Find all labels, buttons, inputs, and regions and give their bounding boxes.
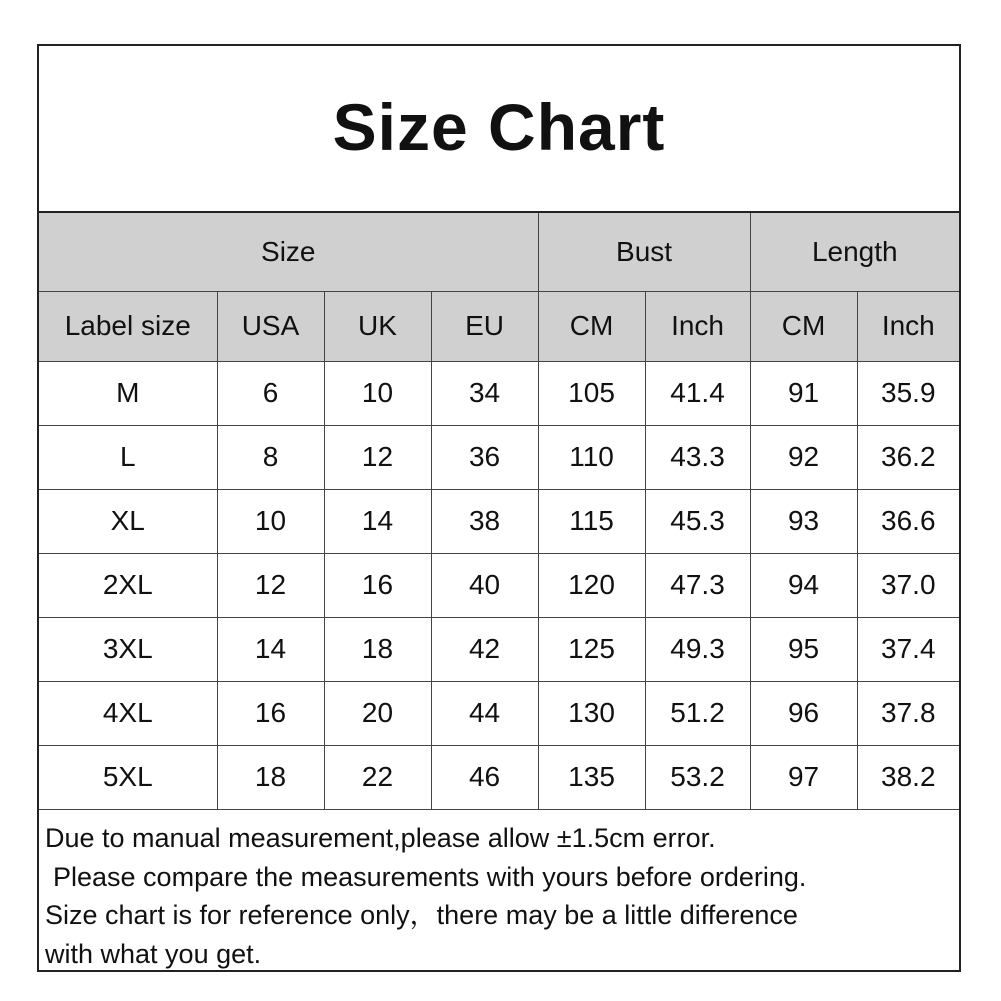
column-header-row — [39, 291, 959, 361]
cell-eu: 44 — [431, 681, 538, 745]
cell-bust-inch: 53.2 — [645, 745, 750, 809]
note-line: with what you get. — [45, 938, 262, 969]
cell-bust-inch: 51.2 — [645, 681, 750, 745]
cell-label-size: 4XL — [39, 681, 217, 745]
size-chart-frame — [37, 44, 961, 972]
column-header-uk: UK — [324, 291, 431, 361]
cell-bust-inch: 41.4 — [645, 361, 750, 425]
table-row — [39, 489, 959, 553]
cell-uk: 18 — [324, 617, 431, 681]
cell-length-inch: 38.2 — [857, 745, 959, 809]
cell-bust-inch: 43.3 — [645, 425, 750, 489]
cell-label-size: L — [39, 425, 217, 489]
cell-label-size: 2XL — [39, 553, 217, 617]
cell-bust-inch: 49.3 — [645, 617, 750, 681]
table-row — [39, 617, 959, 681]
cell-bust-cm: 130 — [538, 681, 645, 745]
cell-usa: 18 — [217, 745, 324, 809]
cell-label-size: M — [39, 361, 217, 425]
cell-uk: 14 — [324, 489, 431, 553]
size-table — [39, 213, 959, 810]
cell-uk: 22 — [324, 745, 431, 809]
cell-label-size: 5XL — [39, 745, 217, 809]
column-header-label-size: Label size — [39, 291, 217, 361]
cell-length-inch: 37.4 — [857, 617, 959, 681]
cell-label-size: XL — [39, 489, 217, 553]
cell-uk: 12 — [324, 425, 431, 489]
bust-group-header: Bust — [538, 213, 750, 291]
cell-eu: 46 — [431, 745, 538, 809]
size-group-header: Size — [39, 213, 538, 291]
table-row — [39, 425, 959, 489]
group-header-row — [39, 213, 959, 291]
table-row — [39, 361, 959, 425]
note-line: Due to manual measurement,please allow ±1.5cm error. — [45, 823, 716, 853]
cell-length-cm: 94 — [750, 553, 857, 617]
cell-length-cm: 91 — [750, 361, 857, 425]
cell-length-cm: 97 — [750, 745, 857, 809]
cell-length-inch: 36.6 — [857, 489, 959, 553]
note-line: Please compare the measurements with yours before ordering. — [53, 861, 807, 892]
cell-length-inch: 36.2 — [857, 425, 959, 489]
notes-block — [45, 819, 955, 973]
cell-eu: 36 — [431, 425, 538, 489]
cell-usa: 14 — [217, 617, 324, 681]
cell-bust-cm: 135 — [538, 745, 645, 809]
column-header-usa: USA — [217, 291, 324, 361]
cell-usa: 12 — [217, 553, 324, 617]
cell-uk: 16 — [324, 553, 431, 617]
title-box — [39, 46, 959, 213]
cell-bust-cm: 105 — [538, 361, 645, 425]
cell-eu: 34 — [431, 361, 538, 425]
page-title: Size Chart — [332, 89, 666, 164]
cell-length-inch: 37.0 — [857, 553, 959, 617]
cell-bust-cm: 110 — [538, 425, 645, 489]
column-header-length-cm: CM — [750, 291, 857, 361]
table-row — [39, 553, 959, 617]
cell-bust-inch: 45.3 — [645, 489, 750, 553]
cell-bust-cm: 115 — [538, 489, 645, 553]
cell-length-cm: 93 — [750, 489, 857, 553]
cell-length-inch: 37.8 — [857, 681, 959, 745]
column-header-bust-inch: Inch — [645, 291, 750, 361]
cell-eu: 38 — [431, 489, 538, 553]
cell-length-cm: 92 — [750, 425, 857, 489]
cell-length-cm: 95 — [750, 617, 857, 681]
column-header-bust-cm: CM — [538, 291, 645, 361]
table-row — [39, 745, 959, 809]
column-header-eu: EU — [431, 291, 538, 361]
note-line: Size chart is for reference only，there may be a little difference — [45, 900, 798, 930]
cell-bust-cm: 120 — [538, 553, 645, 617]
table-row — [39, 681, 959, 745]
cell-usa: 6 — [217, 361, 324, 425]
cell-eu: 40 — [431, 553, 538, 617]
cell-usa: 8 — [217, 425, 324, 489]
cell-uk: 20 — [324, 681, 431, 745]
cell-length-inch: 35.9 — [857, 361, 959, 425]
cell-bust-inch: 47.3 — [645, 553, 750, 617]
column-header-length-inch: Inch — [857, 291, 959, 361]
cell-label-size: 3XL — [39, 617, 217, 681]
cell-usa: 16 — [217, 681, 324, 745]
cell-usa: 10 — [217, 489, 324, 553]
cell-bust-cm: 125 — [538, 617, 645, 681]
cell-eu: 42 — [431, 617, 538, 681]
cell-uk: 10 — [324, 361, 431, 425]
length-group-header: Length — [750, 213, 959, 291]
cell-length-cm: 96 — [750, 681, 857, 745]
